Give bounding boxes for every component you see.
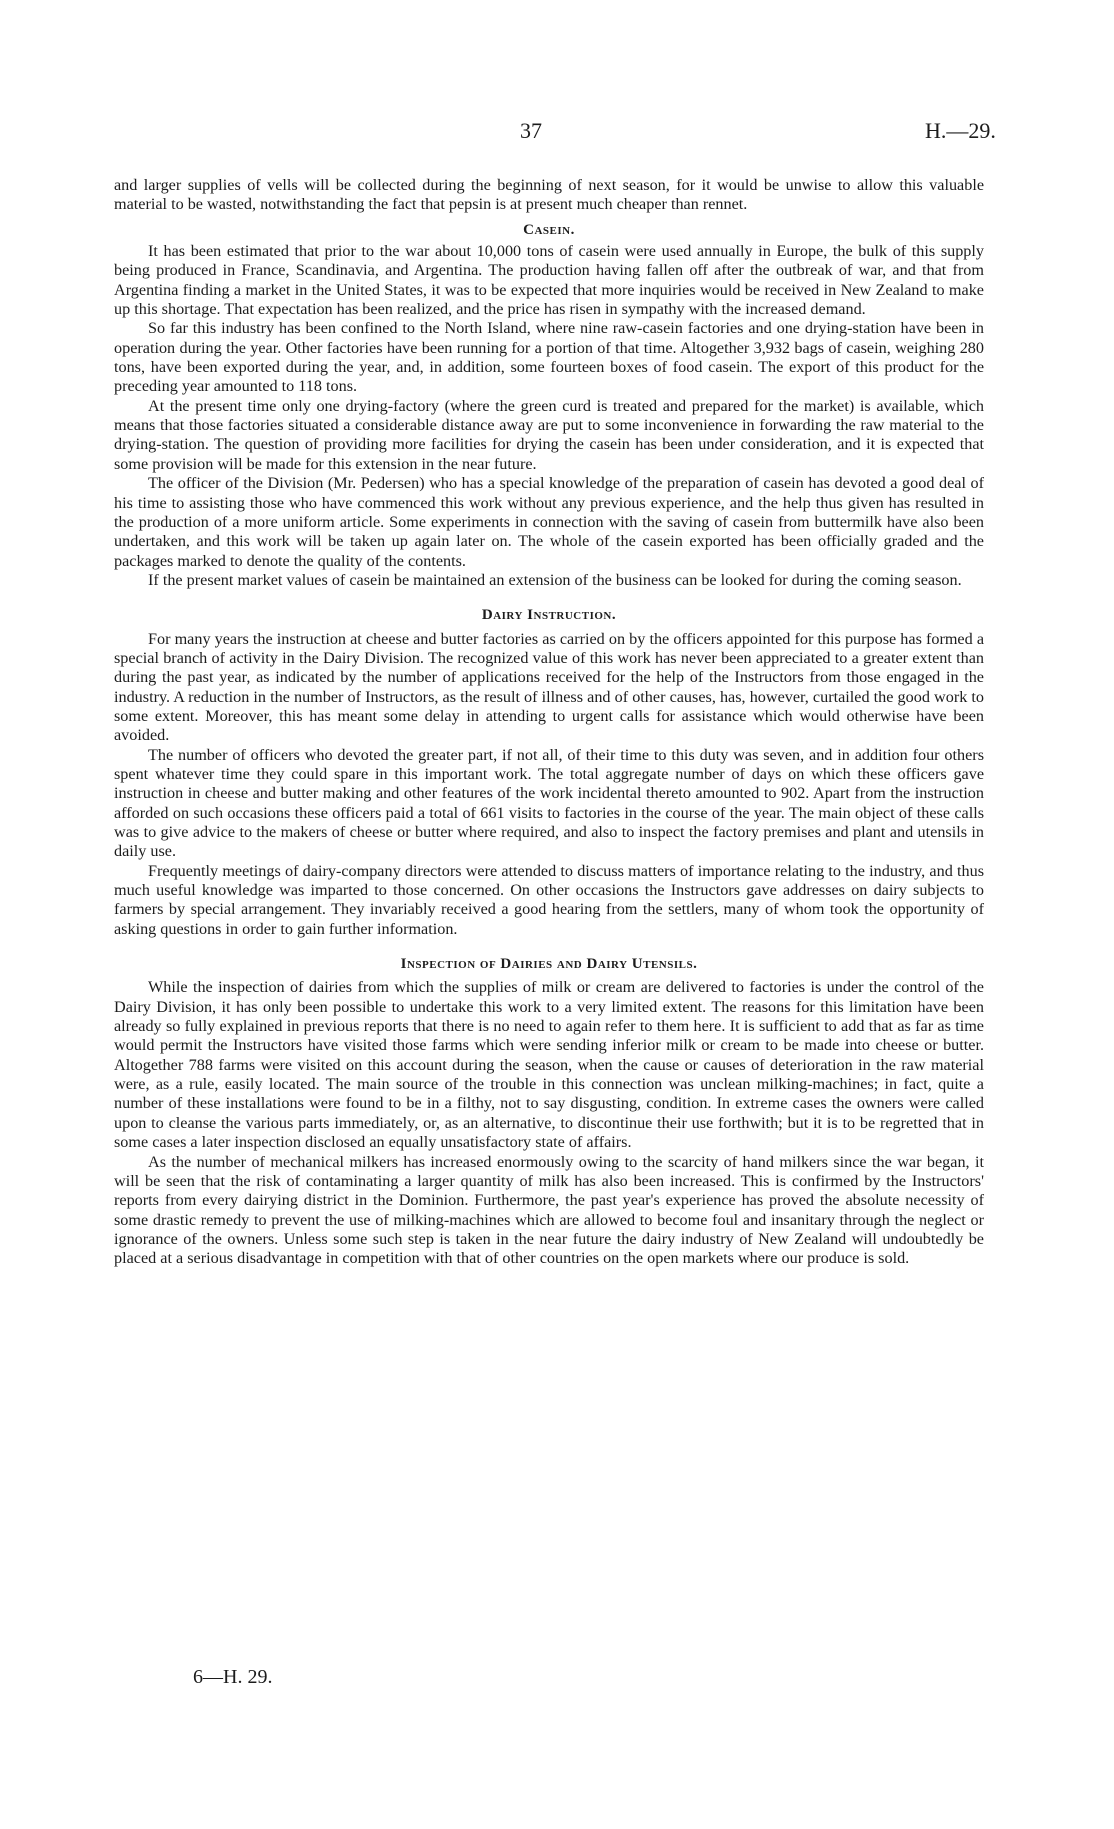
- casein-paragraph-3: At the present time only one drying-factory (where the green curd is treated and prepared for the market) is available, which means that those factories situated a considerable distance away are put to some inconvenience in forwarding the raw material to the drying-station. The question of providing more facilities for drying the casein has been under consideration, and it is expected that some provision will be made for this extension in the near future.: [114, 396, 984, 473]
- casein-paragraph-1: It has been estimated that prior to the war about 10,000 tons of casein were used annually in Europe, the bulk of this supply being produced in France, Scandinavia, and Argentina. The production having fallen off after the outbreak of war, and that from Argentina finding a market in the United States, it was to be expected that more inquiries would be received in New Zealand to make up this shortage. That expectation has been realized, and the price has risen in sympathy with the increased demand.: [114, 242, 984, 319]
- section-heading-dairy-instruction: Dairy Instruction.: [481, 607, 617, 624]
- document-reference: H.—29.: [925, 118, 996, 143]
- section-heading-inspection: Inspection of Dairies and Dairy Utensils.: [400, 956, 698, 973]
- casein-paragraph-2: So far this industry has been confined to the North Island, where nine raw-casein factories and one drying-station have been in operation during the year. Other factories have been running for a portion of that time. Altogether 3,932 bags of casein, weighing 280 tons, have been exported during the year, and, in addition, some fourteen boxes of food casein. The export of this product for the preceding year amounted to 118 tons.: [114, 319, 984, 396]
- casein-paragraph-4: The officer of the Division (Mr. Pedersen) who has a special knowledge of the preparation of casein has devoted a good deal of his time to assisting those who have commenced this work without any previous experience, and the help thus given has resulted in the production of a more uniform article. Some experiments in connection with the saving of casein from buttermilk have also been undertaken, and this work will be taken up again later on. The whole of the casein exported has been officially graded and the packages marked to denote the quality of the contents.: [114, 474, 984, 570]
- casein-paragraph-5: If the present market values of casein be maintained an extension of the business can be looked for during the coming season.: [148, 570, 962, 589]
- dairy-instruction-paragraph-2: The number of officers who devoted the greater part, if not all, of their time to this duty was seven, and in addition four others spent whatever time they could spare in this important work. The total aggregate number of days on which these officers gave instruction in cheese and butter making and other features of the work incidental thereto amounted to 902. Apart from the instruction afforded on such occasions these officers paid a total of 661 visits to factories in the course of the year. The main object of these calls was to give advice to the makers of cheese or butter where required, and also to inspect the factory premises and plant and utensils in daily use.: [114, 745, 984, 861]
- page-number: 37: [520, 118, 542, 143]
- inspection-paragraph-1: While the inspection of dairies from which the supplies of milk or cream are delivered to factories is under the control of the Dairy Division, it has only been possible to undertake this work to a very limited extent. The reasons for this limitation have been already so fully explained in previous reports that there is no need to again refer to them here. It is sufficient to add that as far as time would permit the Instructors have visited those farms which were sending inferior milk or cream to be made into cheese or butter. Altogether 788 farms were visited on this account during the season, when the cause or causes of deterioration in the raw material were, as a rule, easily located. The main source of the trouble in this connection was unclean milking-machines; in fact, quite a number of these installations were found to be in a filthy, not to say disgusting, condition. In extreme cases the owners were called upon to cleanse the various parts immediately, or, as an alternative, to discontinue their use forthwith; but it is to be regretted that in some cases a later inspection disclosed an equally unsatisfactory state of affairs.: [114, 978, 984, 1152]
- dairy-instruction-paragraph-1: For many years the instruction at cheese and butter factories as carried on by the officers appointed for this purpose has formed a special branch of activity in the Dairy Division. The recognized value of this work has never been appreciated to a greater extent than during the past year, as indicated by the number of applications received for the help of the Instructors from those engaged in the industry. A reduction in the number of Instructors, as the result of illness and of other causes, has, however, curtailed the good work to some extent. Moreover, this has meant some delay in attending to urgent calls for assistance which would otherwise have been avoided.: [114, 629, 984, 745]
- dairy-instruction-paragraph-3: Frequently meetings of dairy-company directors were attended to discuss matters of importance relating to the industry, and thus much useful knowledge was imparted to those concerned. On other occasions the Instructors gave addresses on dairy subjects to farmers by special arrangement. They invariably received a good hearing from the settlers, many of whom took the opportunity of asking questions in order to gain further information.: [114, 861, 984, 938]
- body-text: [114, 176, 984, 1269]
- intro-paragraph: and larger supplies of vells will be collected during the beginning of next season, for it would be unwise to allow this valuable material to be wasted, notwithstanding the fact that pepsin is at present much cheaper than rennet.: [114, 176, 984, 214]
- section-heading-casein: Casein.: [523, 221, 575, 238]
- inspection-paragraph-2: As the number of mechanical milkers has increased enormously owing to the scarcity of hand milkers since the war began, it will be seen that the risk of contaminating a larger quantity of milk has also been increased. This is confirmed by the Instructors' reports from every dairying district in the Dominion. Furthermore, the past year's experience has proved the absolute necessity of some drastic remedy to prevent the use of milking-machines which are allowed to become foul and insanitary through the neglect or ignorance of the owners. Unless some such step is taken in the near future the dairy industry of New Zealand will undoubtedly be placed at a serious disadvantage in competition with that of other countries on the open markets where our produce is sold.: [114, 1152, 984, 1268]
- signature-mark: 6—H. 29.: [193, 1666, 273, 1688]
